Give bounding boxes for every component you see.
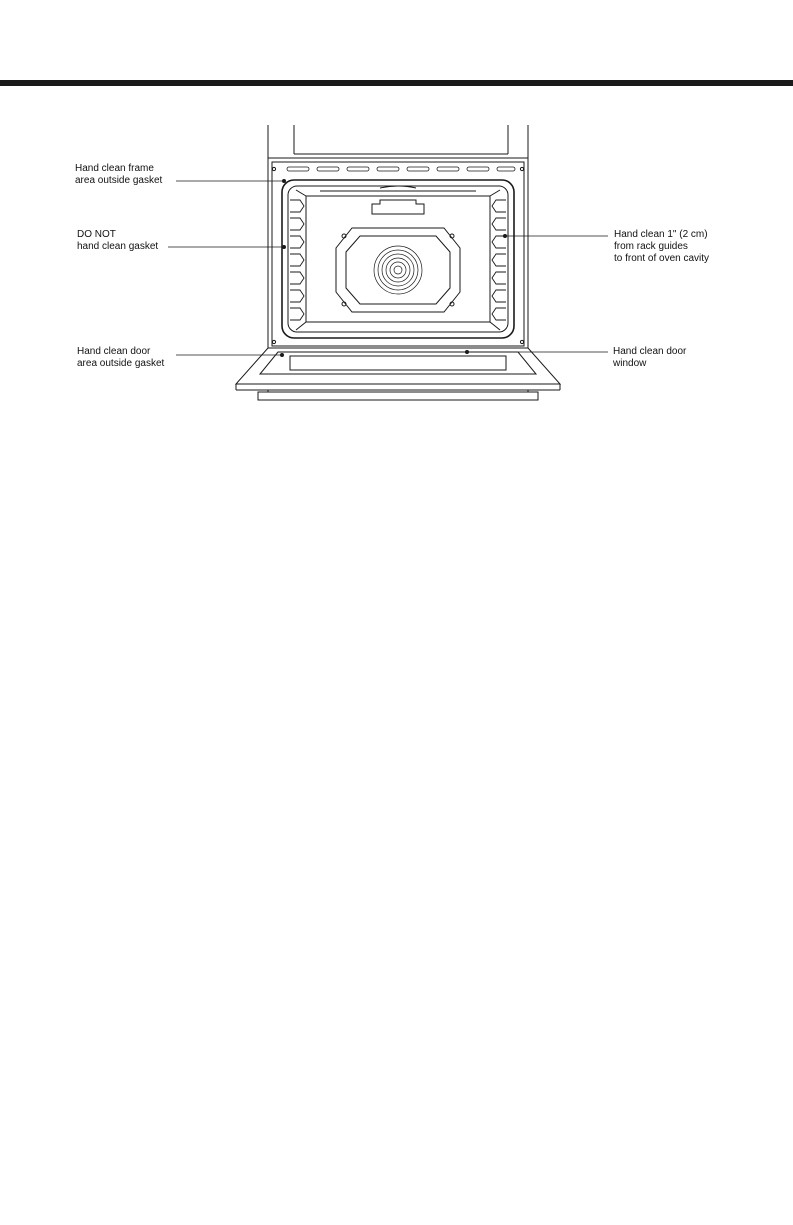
callout-frame: Hand clean frame area outside gasket [75,163,163,186]
door-handle [258,392,538,400]
oven-diagram [0,0,793,420]
fan-grille [374,246,422,294]
vent-slots [287,167,515,171]
door-window [290,356,506,370]
leader-lines [168,181,608,355]
callout-door-area: Hand clean door area outside gasket [77,346,165,369]
convection-fan-cover [336,228,460,312]
callout-gasket: DO NOT hand clean gasket [77,229,159,252]
rack-guides-right [492,200,506,320]
oven-door [236,348,560,400]
oven-top-housing [268,125,528,158]
callout-door-window: Hand clean door window [613,346,687,369]
callout-rack-guides: Hand clean 1" (2 cm) from rack guides to front of oven cavity [614,229,710,264]
oven-cavity [306,196,490,322]
rack-guides-left [290,200,304,320]
door-gasket [282,180,514,338]
leader-dots [280,179,507,357]
